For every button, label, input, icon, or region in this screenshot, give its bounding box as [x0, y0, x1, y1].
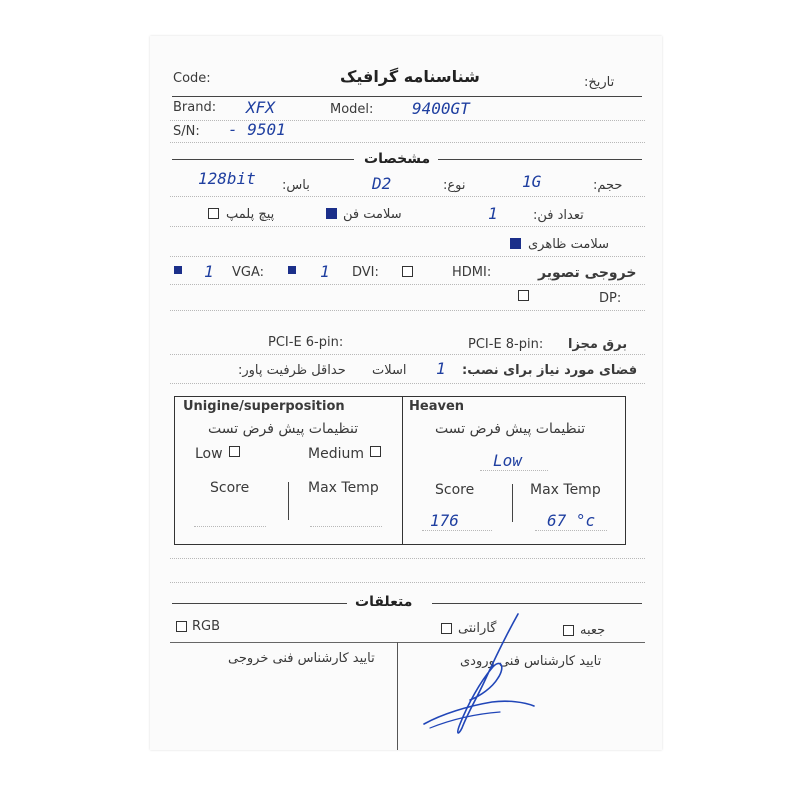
hdmi-label: HDMI: [452, 265, 492, 280]
outputs-label: خروجی تصویر [538, 265, 637, 281]
dotted-rule [170, 142, 645, 143]
dvi-label: DVI: [352, 265, 379, 280]
bus-value: 128bit [198, 169, 256, 188]
heaven-max-temp-field [535, 530, 607, 531]
heaven-field-divider [512, 484, 513, 522]
dotted-rule [170, 256, 645, 257]
type-label: نوع: [443, 178, 466, 193]
unigine-medium-label: Medium [308, 446, 364, 462]
power-label: برق مجزا [568, 337, 628, 352]
header-line [172, 96, 642, 97]
unigine-low-checkbox[interactable] [229, 446, 240, 457]
approvals-divider [397, 642, 398, 750]
space-label: فضای مورد نیاز برای نصب: [462, 363, 638, 378]
box-label: جعبه [580, 623, 606, 638]
heaven-score-label: Score [435, 482, 475, 498]
section-line-left [172, 603, 347, 604]
entry-approval-label: تایید کارشناس فنی ورودی [460, 654, 602, 669]
dotted-rule [170, 310, 645, 311]
vga-label: VGA: [232, 265, 265, 280]
pcie6-label: PCI-E 6-pin: [268, 335, 344, 350]
date-label: تاریخ: [584, 75, 615, 90]
dotted-rule [170, 354, 645, 355]
unigine-medium-checkbox[interactable] [370, 446, 381, 457]
space-value: 1 [436, 359, 446, 378]
dvi-value: 1 [320, 262, 330, 281]
dotted-rule [170, 196, 645, 197]
rgb-label: RGB [192, 619, 221, 634]
dp-checkbox[interactable] [518, 290, 529, 301]
test-box-divider [402, 396, 403, 545]
dotted-rule [170, 284, 645, 285]
heaven-title: Heaven [409, 399, 465, 414]
warranty-label: گارانتی [458, 621, 497, 636]
sn-value: - 9501 [228, 120, 286, 139]
volume-label: حجم: [593, 178, 623, 193]
dotted-rule [170, 226, 645, 227]
unigine-score-field [194, 526, 266, 527]
vga-marker [174, 266, 182, 274]
screws-label: پیچ پلمپ [226, 207, 275, 222]
brand-value: XFX [246, 98, 275, 117]
unigine-max-temp-field [310, 526, 382, 527]
fan-health-label: سلامت فن [343, 207, 402, 222]
heaven-preset-field [480, 470, 548, 471]
box-checkbox[interactable] [563, 625, 574, 636]
dotted-rule [170, 582, 645, 583]
approvals-top-line [170, 642, 645, 643]
section-line-right [438, 159, 642, 160]
appearance-label: سلامت ظاهری [528, 237, 610, 252]
accessories-section-title: متعلقات [355, 594, 413, 610]
dp-label: DP: [599, 291, 622, 306]
type-value: D2 [372, 174, 392, 193]
fan-count-label: تعداد فن: [533, 208, 584, 223]
dvi-marker [288, 266, 296, 274]
unigine-preset-label: تنظیمات پیش فرض تست [208, 421, 359, 437]
fan-health-checkbox[interactable] [326, 208, 337, 219]
slot-label: اسلات [372, 363, 407, 378]
hdmi-checkbox[interactable] [402, 266, 413, 277]
volume-value: 1G [522, 172, 542, 191]
unigine-score-label: Score [210, 480, 250, 496]
brand-label: Brand: [173, 100, 217, 115]
heaven-max-temp-value: 67 °c [547, 511, 596, 530]
unigine-max-temp-label: Max Temp [308, 480, 379, 496]
fan-count-value: 1 [488, 204, 498, 223]
vga-value: 1 [204, 262, 214, 281]
model-label: Model: [330, 102, 374, 117]
bus-label: باس: [282, 178, 310, 193]
graphics-card-form [150, 36, 662, 750]
model-value: 9400GT [412, 99, 470, 118]
section-line-left [172, 159, 354, 160]
heaven-score-field [422, 530, 492, 531]
exit-approval-label: تایید کارشناس فنی خروجی [228, 651, 375, 666]
unigine-title: Unigine/superposition [183, 399, 345, 414]
section-line-right [432, 603, 642, 604]
rgb-checkbox[interactable] [176, 621, 187, 632]
unigine-low-label: Low [195, 446, 223, 462]
min-psu-label: حداقل ظرفیت پاور: [238, 363, 346, 378]
form-title: شناسنامه گرافیک [340, 67, 480, 86]
dotted-rule [170, 558, 645, 559]
code-label: Code: [173, 71, 211, 86]
heaven-preset-label: تنظیمات پیش فرض تست [435, 421, 586, 437]
unigine-field-divider [288, 482, 289, 520]
specs-section-title: مشخصات [364, 151, 431, 167]
appearance-checkbox[interactable] [510, 238, 521, 249]
heaven-score-value: 176 [430, 511, 459, 530]
sn-label: S/N: [173, 124, 200, 139]
heaven-preset-value: Low [493, 451, 522, 470]
dotted-rule [170, 383, 645, 384]
heaven-max-temp-label: Max Temp [530, 482, 601, 498]
entry-signature [420, 608, 540, 738]
pcie8-label: PCI-E 8-pin: [468, 337, 544, 352]
screws-checkbox[interactable] [208, 208, 219, 219]
